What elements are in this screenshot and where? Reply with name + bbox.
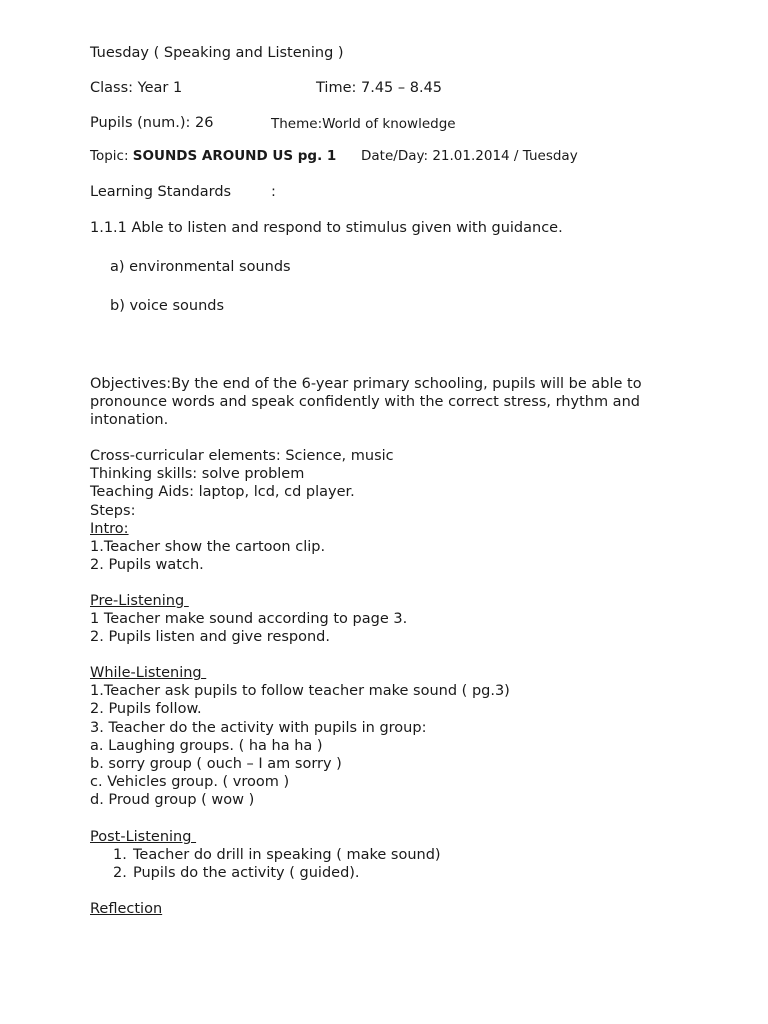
objectives-text: Objectives:By the end of the 6-year primary schooling, pupils will be able to pronounce words and speak confidently with the correct stress, rhythm and intonation. — [90, 376, 642, 429]
pre-listening-heading: Pre-Listening — [90, 593, 189, 609]
list-item-number: 1. — [113, 847, 127, 864]
while-listening-line: b. sorry group ( ouch – I am sorry ) — [90, 756, 342, 773]
list-item — [113, 846, 690, 864]
class-label: Class: Year 1 — [90, 80, 183, 96]
while-listening-line: 1.Teacher ask pupils to follow teacher make sound ( pg.3) — [90, 683, 510, 700]
lesson-title: Tuesday ( Speaking and Listening ) — [90, 45, 344, 61]
standard-item: b) voice sounds — [110, 298, 225, 314]
thinking-skills-text: Thinking skills: solve problem — [90, 466, 305, 483]
list-item-number: 2. — [113, 865, 127, 882]
teaching-aids-text: Teaching Aids: laptop, lcd, cd player. — [90, 484, 355, 501]
while-listening-line: a. Laughing groups. ( ha ha ha ) — [90, 737, 323, 754]
pre-listening-line: 1 Teacher make sound according to page 3. — [90, 611, 408, 628]
intro-line: 1.Teacher show the cartoon clip. — [90, 539, 326, 556]
while-listening-line: 3. Teacher do the activity with pupils in group: — [90, 719, 427, 736]
pre-listening-line: 2. Pupils listen and give respond. — [90, 629, 330, 646]
theme-label: Theme:World of knowledge — [271, 116, 456, 132]
intro-line: 2. Pupils watch. — [90, 557, 204, 574]
post-listening-heading: Post-Listening — [90, 829, 197, 845]
reflection-heading: Reflection — [90, 901, 163, 917]
learning-standards-label: Learning Standards — [90, 184, 232, 200]
objectives-block — [90, 375, 680, 430]
post-listening-list — [90, 846, 690, 882]
while-listening-block — [90, 664, 690, 810]
learning-standards-colon: : — [271, 184, 276, 200]
while-listening-heading: While-Listening — [90, 665, 207, 681]
while-listening-line: 2. Pupils follow. — [90, 701, 202, 718]
topic-value: SOUNDS AROUND US pg. 1 — [132, 148, 337, 164]
standard-item: a) environmental sounds — [110, 259, 291, 275]
time-label: Time: 7.45 – 8.45 — [316, 80, 443, 96]
topic-line — [90, 147, 336, 165]
steps-label: Steps: — [90, 502, 136, 519]
intro-heading: Intro: — [90, 520, 129, 537]
pre-listening-block — [90, 592, 690, 647]
topic-prefix: Topic: — [90, 148, 133, 164]
learning-standard-text: 1.1.1 Able to listen and respond to stimulus given with guidance. — [90, 220, 563, 236]
while-listening-line: c. Vehicles group. ( vroom ) — [90, 774, 290, 791]
while-listening-line: d. Proud group ( wow ) — [90, 792, 255, 809]
list-item-text: Teacher do drill in speaking ( make sound) — [133, 847, 441, 864]
list-item-text: Pupils do the activity ( guided). — [133, 865, 360, 882]
list-item — [113, 864, 690, 882]
pupils-label: Pupils (num.): 26 — [90, 115, 214, 131]
date-label: Date/Day: 21.01.2014 / Tuesday — [361, 148, 578, 164]
details-block — [90, 447, 690, 574]
cross-curricular-text: Cross-curricular elements: Science, music — [90, 448, 394, 464]
post-listening-block — [90, 828, 690, 883]
